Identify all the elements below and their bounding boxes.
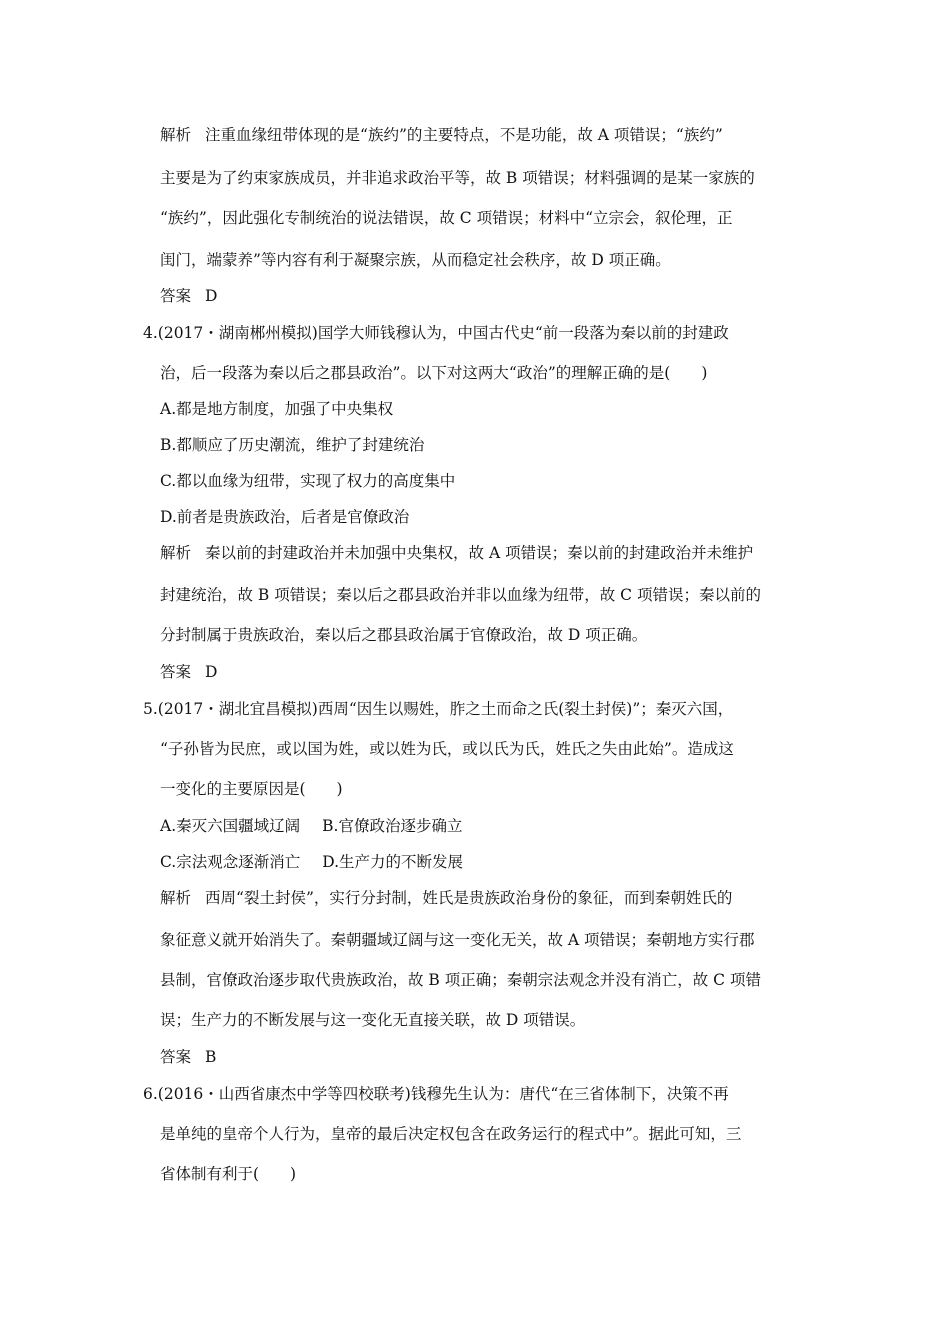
q4-analysis-label: 解析 — [160, 544, 192, 562]
q5-analysis-line-4: 误；生产力的不断发展与这一变化无直接关联，故 D 项错误。 — [160, 1011, 586, 1029]
q6-stem-line-3: 省体制有利于( ) — [160, 1165, 297, 1183]
q5-analysis-line-3: 县制，官僚政治逐步取代贵族政治，故 B 项正确；秦朝宗法观念并没有消亡，故 C 项错 — [160, 971, 761, 989]
q5-stem-line-2: “子孙皆为民庶，或以国为姓，或以姓为氏，或以氏为氏，姓氏之失由此始”。造成这 — [160, 740, 734, 758]
q5-option-c: C.宗法观念逐渐消亡 — [160, 853, 301, 871]
q4-answer — [160, 662, 217, 682]
q5-stem-line-1: 5.(2017・湖北宜昌模拟)西周“因生以赐姓，胙之土而命之氏(裂土封侯)”；秦灭六国， — [143, 700, 734, 718]
q3-answer — [160, 286, 217, 306]
q5-option-a: A.秦灭六国疆域辽阔 — [160, 817, 301, 835]
q4-option-c: C.都以血缘为纽带，实现了权力的高度集中 — [160, 472, 456, 490]
q5-option-d: D.生产力的不断发展 — [322, 853, 464, 871]
q4-option-d: D.前者是贵族政治，后者是官僚政治 — [160, 508, 410, 526]
q5-option-b: B.官僚政治逐步确立 — [322, 817, 463, 835]
q4-option-a: A.都是地方制度，加强了中央集权 — [160, 400, 394, 418]
q6-stem-line-2: 是单纯的皇帝个人行为，皇帝的最后决定权包含在政务运行的程式中”。据此可知，三 — [160, 1125, 742, 1143]
q5-analysis-line-1 — [160, 888, 732, 908]
q4-analysis-line-2: 封建统治，故 B 项错误；秦以后之郡县政治并非以血缘为纽带，故 C 项错误；秦以前的 — [160, 586, 761, 604]
q4-answer-value: D — [205, 663, 218, 681]
q5-answer-value: B — [205, 1048, 217, 1066]
q4-analysis-line-1 — [160, 543, 753, 563]
q5-answer-label: 答案 — [160, 1048, 192, 1066]
q5-answer — [160, 1047, 216, 1067]
q3-analysis-label: 解析 — [160, 126, 192, 144]
q5-options-row-1 — [160, 816, 462, 836]
q3-analysis-line-1 — [160, 125, 723, 145]
q5-analysis-line-2: 象征意义就开始消失了。秦朝疆域辽阔与这一变化无关，故 A 项错误；秦朝地方实行郡 — [160, 931, 755, 949]
q3-answer-label: 答案 — [160, 287, 192, 305]
q6-stem-line-1: 6.(2016・山西省康杰中学等四校联考)钱穆先生认为：唐代“在三省体制下，决策不再 — [143, 1085, 729, 1103]
q5-analysis-text-1: 西周“裂土封侯”，实行分封制，姓氏是贵族政治身份的象征，而到秦朝姓氏的 — [205, 889, 733, 907]
q4-option-b: B.都顺应了历史潮流，维护了封建统治 — [160, 436, 425, 454]
q3-analysis-line-3: “族约”，因此强化专制统治的说法错误，故 C 项错误；材料中“立宗会，叙伦理，正 — [160, 209, 733, 227]
q4-stem-line-1: 4.(2017・湖南郴州模拟)国学大师钱穆认为，中国古代史“前一段落为秦以前的封建政 — [143, 324, 729, 342]
q4-answer-label: 答案 — [160, 663, 192, 681]
q5-options-row-2 — [160, 852, 463, 872]
q4-stem-line-2: 治，后一段落为秦以后之郡县政治”。以下对这两大“政治”的理解正确的是( ) — [160, 364, 708, 382]
q4-analysis-text-1: 秦以前的封建政治并未加强中央集权，故 A 项错误；秦以前的封建政治并未维护 — [205, 544, 754, 562]
q5-stem-line-3: 一变化的主要原因是( ) — [160, 780, 343, 798]
q3-analysis-line-4: 闺门，端蒙养”等内容有利于凝聚宗族，从而稳定社会秩序，故 D 项正确。 — [160, 251, 671, 269]
q3-answer-value: D — [205, 287, 218, 305]
q3-analysis-line-2: 主要是为了约束家族成员，并非追求政治平等，故 B 项错误；材料强调的是某一家族的 — [160, 169, 755, 187]
q5-analysis-label: 解析 — [160, 889, 192, 907]
q4-analysis-line-3: 分封制属于贵族政治，秦以后之郡县政治属于官僚政治，故 D 项正确。 — [160, 626, 648, 644]
q3-analysis-text-1: 注重血缘纽带体现的是“族约”的主要特点，不是功能，故 A 项错误；“族约” — [205, 126, 723, 144]
